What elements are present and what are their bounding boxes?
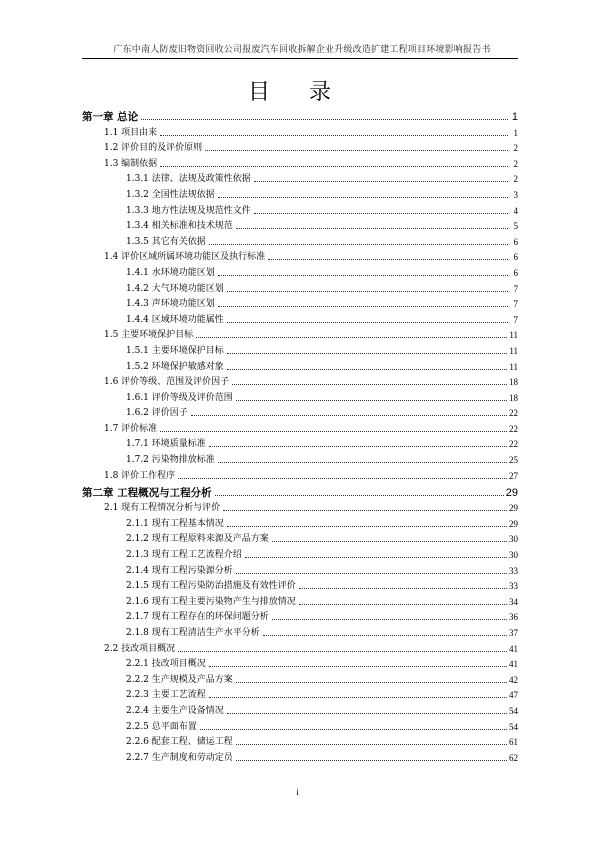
toc-leader-dots [272, 541, 507, 542]
toc-entry[interactable] [82, 466, 518, 482]
toc-entry-page: 30 [509, 534, 518, 545]
toc-entry-label: 2.1.7 现有工程存在的环保问题分析 [126, 612, 269, 623]
toc-entry-label: 2.2.1 技改项目概况 [126, 659, 206, 670]
toc-leader-dots [209, 666, 507, 667]
toc-entry-page: 6 [513, 267, 518, 278]
toc-entry-page: 33 [509, 581, 518, 592]
toc-entry[interactable] [82, 435, 518, 451]
toc-leader-dots [200, 729, 507, 730]
toc-entry-label: 1.4.3 声环境功能区划 [126, 299, 215, 310]
toc-entry-page: 11 [509, 330, 518, 341]
toc-leader-dots [160, 135, 508, 136]
toc-entry-label: 2.2.5 总平面布置 [126, 721, 197, 732]
toc-leader-dots [254, 181, 508, 182]
toc-entry[interactable] [82, 248, 518, 264]
toc-entry-label: 1.7.2 污染物排放标准 [126, 455, 215, 466]
toc-entry[interactable] [82, 154, 518, 170]
toc-entry-label: 1.7 评价标准 [104, 423, 158, 434]
toc-leader-dots [209, 446, 507, 447]
toc-entry[interactable] [82, 592, 518, 608]
toc-entry-page: 29 [509, 503, 518, 514]
toc-entry-page: 11 [509, 361, 518, 372]
toc-entry-label: 1.5.1 主要环境保护目标 [126, 345, 224, 356]
toc-entry[interactable] [82, 670, 518, 686]
toc-entry[interactable] [82, 217, 518, 233]
toc-leader-dots [227, 353, 508, 354]
toc-leader-dots [268, 259, 508, 260]
toc-leader-dots [263, 635, 507, 636]
toc-entry[interactable] [82, 561, 518, 577]
toc-leader-dots [236, 228, 508, 229]
toc-leader-dots [227, 369, 508, 370]
toc-leader-dots [178, 478, 507, 479]
toc-entry-page: 18 [509, 377, 518, 388]
toc-entry-label: 1.8 评价工作程序 [104, 470, 176, 481]
toc-entry-page: 22 [509, 439, 518, 450]
toc-leader-dots [299, 588, 507, 589]
toc-entry-label: 1.4.4 区域环境功能属性 [126, 314, 224, 325]
toc-entry[interactable] [82, 450, 518, 466]
toc-entry-page: 42 [509, 674, 518, 685]
table-of-contents [82, 106, 518, 764]
toc-entry-label: 2.2.3 主要工艺流程 [126, 690, 206, 701]
toc-entry-page: 18 [509, 392, 518, 403]
toc-entry-label: 2.2.4 主要生产设备情况 [126, 705, 224, 716]
toc-entry-page: 22 [509, 423, 518, 434]
toc-entry-page: 54 [509, 721, 518, 732]
toc-entry-label: 2.1.1 现有工程基本情况 [126, 518, 224, 529]
toc-entry-page: 22 [509, 408, 518, 419]
toc-leader-dots [232, 384, 507, 385]
toc-entry-label: 1.3.5 其它有关依据 [126, 236, 206, 247]
toc-entry[interactable] [82, 530, 518, 546]
toc-entry-page: 7 [513, 299, 518, 310]
toc-entry-label: 第二章 工程概况与工程分析 [82, 486, 212, 499]
toc-leader-dots [236, 744, 507, 745]
toc-entry-page: 6 [513, 252, 518, 263]
toc-entry[interactable] [82, 373, 518, 389]
toc-entry-page: 7 [513, 314, 518, 325]
toc-leader-dots [160, 166, 508, 167]
toc-entry[interactable] [82, 545, 518, 561]
toc-entry[interactable] [82, 404, 518, 420]
toc-leader-dots [254, 213, 508, 214]
toc-leader-dots [236, 682, 507, 683]
toc-entry-page: 30 [509, 550, 518, 561]
page-title: 目 录 [248, 80, 347, 105]
toc-entry-label: 2.2.2 生产规模及产品方案 [126, 674, 233, 685]
toc-leader-dots [218, 462, 507, 463]
toc-entry-page: 3 [513, 189, 518, 200]
toc-entry-page: 41 [509, 643, 518, 654]
toc-entry[interactable] [82, 639, 518, 655]
toc-entry[interactable] [82, 748, 518, 764]
toc-leader-dots [227, 526, 507, 527]
toc-entry-page: 2 [513, 174, 518, 185]
toc-entry[interactable] [82, 701, 518, 717]
header-rule [82, 58, 518, 59]
toc-entry-label: 1.6.1 评价等级及评价范围 [126, 392, 233, 403]
toc-entry-label: 2.1.3 现有工程工艺流程介绍 [126, 550, 242, 561]
toc-chapter-entry[interactable] [82, 106, 518, 123]
toc-entry-page: 29 [509, 518, 518, 529]
toc-entry[interactable] [82, 733, 518, 749]
toc-entry-label: 2.2 技改项目概况 [104, 643, 176, 654]
toc-entry-label: 1.4.2 大气环境功能区划 [126, 283, 224, 294]
toc-entry-page: 47 [509, 690, 518, 701]
toc-leader-dots [218, 275, 508, 276]
toc-leader-dots [160, 431, 507, 432]
toc-entry[interactable] [82, 357, 518, 373]
toc-entry-page: 29 [505, 486, 518, 499]
toc-entry-label: 1.3.1 法律、法规及政策性依据 [126, 174, 251, 185]
toc-leader-dots [223, 510, 507, 511]
toc-entry-label: 1.3.3 地方性法规及规范性文件 [126, 205, 251, 216]
toc-leader-dots [218, 197, 508, 198]
toc-leader-dots [245, 557, 507, 558]
toc-chapter-entry[interactable] [82, 482, 518, 499]
toc-entry-page: 4 [513, 205, 518, 216]
toc-entry-page: 36 [509, 612, 518, 623]
toc-entry-label: 1.3 编制依据 [104, 158, 158, 169]
toc-entry-label: 2.1.8 现有工程清洁生产水平分析 [126, 628, 260, 638]
toc-leader-dots [209, 697, 507, 698]
toc-leader-dots [227, 291, 508, 292]
page-number: i [296, 787, 299, 797]
toc-leader-dots [227, 322, 508, 323]
toc-leader-dots [272, 619, 507, 620]
toc-entry-label: 1.5.2 环境保护敏感对象 [126, 361, 224, 372]
toc-entry-label: 1.2 评价目的及评价原则 [104, 143, 203, 154]
document-header: 广东中南人防废旧物资回收公司报废汽车回收拆解企业升级改造扩建工程项目环境影响报告书 [113, 45, 491, 55]
toc-entry-page: 1 [511, 111, 518, 123]
toc-entry[interactable] [82, 341, 518, 357]
toc-entry-page: 25 [509, 455, 518, 466]
toc-leader-dots [205, 150, 508, 151]
toc-entry-label: 1.6.2 评价因子 [126, 408, 188, 419]
toc-leader-dots [236, 760, 507, 761]
toc-entry-page: 34 [509, 596, 518, 607]
toc-entry-page: 2 [513, 158, 518, 169]
toc-leader-dots [299, 604, 507, 605]
toc-entry[interactable] [82, 139, 518, 155]
toc-entry[interactable] [82, 717, 518, 733]
toc-entry[interactable] [82, 499, 518, 515]
toc-entry-page: 11 [509, 345, 518, 356]
toc-entry-label: 1.4 评价区域所属环境功能区及执行标准 [104, 252, 266, 263]
toc-entry[interactable] [82, 185, 518, 201]
toc-entry-label: 2.1 现有工程情况分析与评价 [104, 503, 221, 514]
toc-entry[interactable] [82, 263, 518, 279]
toc-leader-dots [215, 495, 504, 496]
toc-entry[interactable] [82, 279, 518, 295]
toc-entry-label: 1.3.2 全国性法规依据 [126, 189, 215, 200]
toc-entry-page: 54 [509, 705, 518, 716]
toc-entry[interactable] [82, 577, 518, 593]
toc-entry-page: 2 [513, 143, 518, 154]
toc-leader-dots [196, 337, 507, 338]
toc-leader-dots [236, 400, 507, 401]
toc-entry[interactable] [82, 419, 518, 435]
toc-entry[interactable] [82, 232, 518, 248]
toc-entry-label: 第一章 总论 [82, 111, 139, 123]
toc-entry-page: 7 [513, 283, 518, 294]
toc-entry-page: 61 [509, 737, 518, 748]
toc-entry-label: 2.1.2 现有工程原料来源及产品方案 [126, 534, 269, 545]
toc-entry-page: 6 [513, 236, 518, 247]
toc-entry-label: 2.1.6 现有工程主要污染物产生与排放情况 [126, 596, 296, 607]
toc-entry[interactable] [82, 295, 518, 311]
toc-entry[interactable] [82, 310, 518, 326]
toc-entry-label: 2.1.5 现有工程污染防治措施及有效性评价 [126, 581, 296, 592]
toc-entry-label: 1.3.4 相关标准和技术规范 [126, 221, 233, 232]
toc-entry-label: 2.2.7 生产制度和劳动定员 [126, 752, 233, 763]
toc-entry-label: 2.2.6 配套工程、储运工程 [126, 737, 233, 748]
toc-entry[interactable] [82, 686, 518, 702]
toc-entry-page: 62 [509, 752, 518, 763]
toc-entry-label: 2.1.4 现有工程污染源分析 [126, 565, 233, 576]
toc-entry-page: 37 [509, 628, 518, 638]
toc-entry[interactable] [82, 608, 518, 624]
toc-entry-page: 27 [509, 470, 518, 481]
toc-leader-dots [178, 651, 507, 652]
toc-entry[interactable] [82, 514, 518, 530]
toc-entry-page: 33 [509, 565, 518, 576]
toc-leader-dots [141, 119, 508, 120]
toc-entry-page: 41 [509, 659, 518, 670]
toc-entry[interactable] [82, 388, 518, 404]
toc-entry[interactable] [82, 623, 518, 639]
toc-leader-dots [236, 573, 507, 574]
toc-entry-label: 1.5 主要环境保护目标 [104, 330, 194, 341]
toc-entry[interactable] [82, 655, 518, 671]
toc-entry-label: 1.1 项目由来 [104, 127, 158, 138]
toc-leader-dots [218, 306, 508, 307]
toc-entry-label: 1.7.1 环境质量标准 [126, 439, 206, 450]
toc-entry[interactable] [82, 170, 518, 186]
toc-entry[interactable] [82, 326, 518, 342]
toc-entry[interactable] [82, 201, 518, 217]
toc-entry-page: 5 [513, 221, 518, 232]
toc-entry-page: 1 [513, 127, 518, 138]
toc-leader-dots [227, 713, 507, 714]
toc-entry-label: 1.4.1 水环境功能区划 [126, 267, 215, 278]
toc-entry[interactable] [82, 123, 518, 139]
toc-entry-label: 1.6 评价等级、范围及评价因子 [104, 377, 230, 388]
toc-leader-dots [191, 415, 507, 416]
toc-leader-dots [209, 244, 508, 245]
